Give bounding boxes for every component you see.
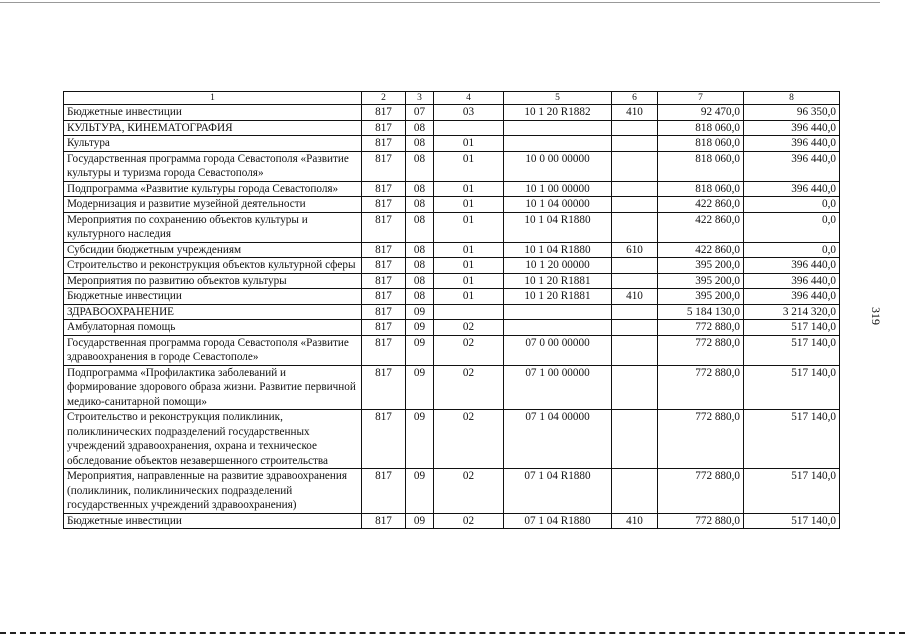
row-name-cell: Государственная программа города Севастополя «Развитие здравоохранения в городе Севастополе» [64,335,362,365]
top-border-line [0,2,880,3]
row-name-cell: Государственная программа города Севастополя «Развитие культуры и туризма города Севастополя» [64,151,362,181]
target-article-cell [504,320,612,336]
amount-year2-cell: 396 440,0 [744,120,840,136]
amount-year1-cell: 395 200,0 [658,273,744,289]
amount-year1-cell: 422 860,0 [658,212,744,242]
row-name-cell: Подпрограмма «Развитие культуры города Севастополя» [64,181,362,197]
ministry-code-cell: 817 [362,410,406,469]
expense-type-cell [612,151,658,181]
column-number-header: 5 [504,92,612,105]
target-article-cell: 10 1 20 R1882 [504,105,612,121]
amount-year1-cell: 92 470,0 [658,105,744,121]
ministry-code-cell: 817 [362,105,406,121]
row-name-cell: Мероприятия по сохранению объектов культуры и культурного наследия [64,212,362,242]
section-code-cell: 08 [406,181,434,197]
target-article-cell: 10 1 04 R1880 [504,242,612,258]
row-name-cell: Мероприятия по развитию объектов культуры [64,273,362,289]
target-article-cell [504,120,612,136]
expense-type-cell [612,335,658,365]
amount-year2-cell: 517 140,0 [744,410,840,469]
column-number-header: 2 [362,92,406,105]
amount-year1-cell: 5 184 130,0 [658,304,744,320]
ministry-code-cell: 817 [362,289,406,305]
row-name-cell: Бюджетные инвестиции [64,105,362,121]
subsection-code-cell: 01 [434,289,504,305]
amount-year2-cell: 396 440,0 [744,258,840,274]
table-row [64,513,840,529]
amount-year1-cell: 772 880,0 [658,513,744,529]
target-article-cell [504,136,612,152]
amount-year2-cell: 0,0 [744,197,840,213]
amount-year1-cell: 772 880,0 [658,320,744,336]
ministry-code-cell: 817 [362,197,406,213]
section-code-cell: 09 [406,320,434,336]
target-article-cell: 10 1 20 R1881 [504,289,612,305]
subsection-code-cell: 02 [434,513,504,529]
table-row [64,304,840,320]
amount-year2-cell: 3 214 320,0 [744,304,840,320]
amount-year2-cell: 517 140,0 [744,335,840,365]
amount-year2-cell: 0,0 [744,212,840,242]
target-article-cell [504,304,612,320]
expense-type-cell [612,469,658,514]
table-row [64,469,840,514]
amount-year1-cell: 818 060,0 [658,151,744,181]
expense-type-cell [612,197,658,213]
expense-type-cell [612,410,658,469]
target-article-cell: 10 0 00 00000 [504,151,612,181]
amount-year2-cell: 96 350,0 [744,105,840,121]
section-code-cell: 08 [406,212,434,242]
amount-year2-cell: 517 140,0 [744,365,840,410]
ministry-code-cell: 817 [362,273,406,289]
table-row [64,289,840,305]
subsection-code-cell: 01 [434,181,504,197]
expense-type-cell [612,273,658,289]
expense-type-cell [612,181,658,197]
section-code-cell: 08 [406,136,434,152]
row-name-cell: Культура [64,136,362,152]
amount-year2-cell: 396 440,0 [744,136,840,152]
target-article-cell: 07 1 04 R1880 [504,469,612,514]
row-name-cell: Бюджетные инвестиции [64,289,362,305]
ministry-code-cell: 817 [362,320,406,336]
amount-year1-cell: 772 880,0 [658,410,744,469]
section-code-cell: 09 [406,365,434,410]
amount-year1-cell: 772 880,0 [658,365,744,410]
ministry-code-cell: 817 [362,120,406,136]
subsection-code-cell: 01 [434,151,504,181]
table-row [64,410,840,469]
row-name-cell: Строительство и реконструкция объектов культурной сферы [64,258,362,274]
amount-year1-cell: 422 860,0 [658,242,744,258]
target-article-cell: 10 1 20 00000 [504,258,612,274]
expense-type-cell [612,304,658,320]
amount-year2-cell: 396 440,0 [744,289,840,305]
row-name-cell: КУЛЬТУРА, КИНЕМАТОГРАФИЯ [64,120,362,136]
expense-type-cell: 410 [612,513,658,529]
ministry-code-cell: 817 [362,513,406,529]
amount-year2-cell: 396 440,0 [744,151,840,181]
ministry-code-cell: 817 [362,181,406,197]
expense-type-cell: 410 [612,289,658,305]
amount-year2-cell: 517 140,0 [744,469,840,514]
section-code-cell: 09 [406,304,434,320]
table-row [64,151,840,181]
section-code-cell: 09 [406,513,434,529]
ministry-code-cell: 817 [362,469,406,514]
table-row [64,212,840,242]
section-code-cell: 09 [406,335,434,365]
section-code-cell: 08 [406,197,434,213]
budget-table-body [64,92,840,529]
amount-year1-cell: 772 880,0 [658,469,744,514]
amount-year1-cell: 395 200,0 [658,258,744,274]
ministry-code-cell: 817 [362,151,406,181]
bottom-dashed-line [0,632,905,634]
amount-year2-cell: 517 140,0 [744,513,840,529]
target-article-cell: 07 1 00 00000 [504,365,612,410]
subsection-code-cell: 01 [434,136,504,152]
column-number-header: 6 [612,92,658,105]
expense-type-cell [612,365,658,410]
ministry-code-cell: 817 [362,212,406,242]
section-code-cell: 08 [406,151,434,181]
row-name-cell: Подпрограмма «Профилактика заболеваний и формирование здорового образа жизни. Развитие первичной медико-санитарной помощи» [64,365,362,410]
target-article-cell: 10 1 00 00000 [504,181,612,197]
table-row [64,197,840,213]
subsection-code-cell: 03 [434,105,504,121]
subsection-code-cell: 02 [434,320,504,336]
expense-type-cell: 610 [612,242,658,258]
target-article-cell: 10 1 20 R1881 [504,273,612,289]
amount-year2-cell: 396 440,0 [744,273,840,289]
amount-year2-cell: 396 440,0 [744,181,840,197]
table-row [64,365,840,410]
row-name-cell: Мероприятия, направленные на развитие здравоохранения (поликлиник, поликлинических подразделений государственных учреждений здравоохранения) [64,469,362,514]
section-code-cell: 08 [406,258,434,274]
section-code-cell: 08 [406,242,434,258]
expense-type-cell: 410 [612,105,658,121]
row-name-cell: Амбулаторная помощь [64,320,362,336]
target-article-cell: 07 1 04 R1880 [504,513,612,529]
table-row [64,258,840,274]
column-number-row [64,92,840,105]
expense-type-cell [612,320,658,336]
table-row [64,273,840,289]
row-name-cell: ЗДРАВООХРАНЕНИЕ [64,304,362,320]
ministry-code-cell: 817 [362,136,406,152]
table-row [64,181,840,197]
expense-type-cell [612,120,658,136]
amount-year1-cell: 818 060,0 [658,120,744,136]
subsection-code-cell: 01 [434,258,504,274]
ministry-code-cell: 817 [362,304,406,320]
subsection-code-cell: 02 [434,365,504,410]
section-code-cell: 07 [406,105,434,121]
subsection-code-cell: 01 [434,242,504,258]
table-row [64,320,840,336]
target-article-cell: 10 1 04 00000 [504,197,612,213]
row-name-cell: Субсидии бюджетным учреждениям [64,242,362,258]
table-row [64,136,840,152]
subsection-code-cell: 01 [434,273,504,289]
ministry-code-cell: 817 [362,335,406,365]
page-number: 319 [869,307,883,325]
row-name-cell: Модернизация и развитие музейной деятельности [64,197,362,213]
section-code-cell: 08 [406,120,434,136]
subsection-code-cell: 02 [434,469,504,514]
ministry-code-cell: 817 [362,242,406,258]
row-name-cell: Бюджетные инвестиции [64,513,362,529]
target-article-cell: 10 1 04 R1880 [504,212,612,242]
expense-type-cell [612,258,658,274]
table-row [64,120,840,136]
section-code-cell: 08 [406,289,434,305]
target-article-cell: 07 1 04 00000 [504,410,612,469]
column-number-header: 4 [434,92,504,105]
row-name-cell: Строительство и реконструкция поликлиник, поликлинических подразделений государственных учреждений здравоохранения, охрана и техническое обследование объектов незавершенного строительства [64,410,362,469]
table-row [64,105,840,121]
budget-table [63,91,840,529]
amount-year1-cell: 818 060,0 [658,136,744,152]
column-number-header: 8 [744,92,840,105]
section-code-cell: 08 [406,273,434,289]
section-code-cell: 09 [406,469,434,514]
subsection-code-cell: 02 [434,410,504,469]
column-number-header: 1 [64,92,362,105]
expense-type-cell [612,136,658,152]
section-code-cell: 09 [406,410,434,469]
target-article-cell: 07 0 00 00000 [504,335,612,365]
amount-year2-cell: 0,0 [744,242,840,258]
column-number-header: 7 [658,92,744,105]
amount-year2-cell: 517 140,0 [744,320,840,336]
column-number-header: 3 [406,92,434,105]
amount-year1-cell: 422 860,0 [658,197,744,213]
table-row [64,335,840,365]
subsection-code-cell: 01 [434,212,504,242]
subsection-code-cell [434,120,504,136]
expense-type-cell [612,212,658,242]
amount-year1-cell: 395 200,0 [658,289,744,305]
amount-year1-cell: 818 060,0 [658,181,744,197]
subsection-code-cell [434,304,504,320]
ministry-code-cell: 817 [362,258,406,274]
subsection-code-cell: 02 [434,335,504,365]
amount-year1-cell: 772 880,0 [658,335,744,365]
subsection-code-cell: 01 [434,197,504,213]
table-row [64,242,840,258]
ministry-code-cell: 817 [362,365,406,410]
